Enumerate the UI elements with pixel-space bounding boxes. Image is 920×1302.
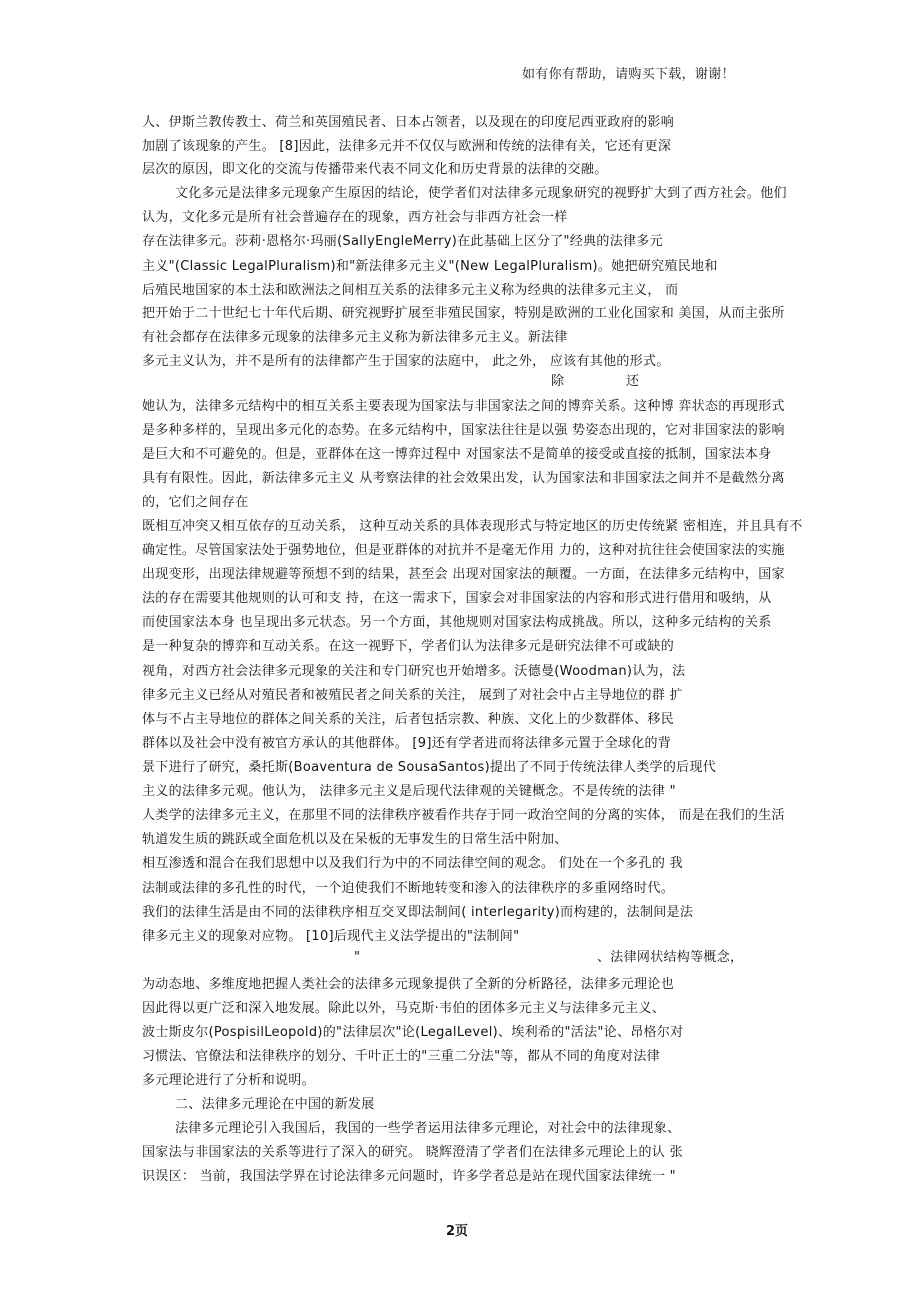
body-line: 人类学的法律多元主义，在那里不同的法律秩序被看作共存于同一政治空间的分离的实体， 而是在我们的生活 [142,808,785,823]
body-line: 具有有限性。因此，新法律多元主义 从考察法律的社会效果出发，认为国家法和非国家法之间并不是截然分离 [142,471,785,486]
body-line: 习惯法、官僚法和法律秩序的划分、千叶正士的"三重二分法"等，都从不同的角度对法律 [142,1049,660,1064]
body-line: 人、伊斯兰教传教士、荷兰和英国殖民者、日本占领者，以及现在的印度尼西亚政府的影响 [142,115,675,130]
body-line: 她认为，法律多元结构中的相互关系主要表现为国家法与非国家法之间的博弈关系。这种博 弈状态的再现形式 [142,399,785,414]
body-line: 而使国家法本身 也呈现出多元状态。另一个方面，其他规则对国家法构成挑战。所以，这种多元结构的关系 [142,615,772,630]
body-line: 文化多元是法律多元现象产生原因的结论，使学者们对法律多元现象研究的视野扩大到了西方社会。他们 [175,186,787,201]
body-line: 景下进行了研究，桑托斯(Boaventura de SousaSantos)提出了不同于传统法律人类学的后现代 [142,760,717,775]
body-line: 相互渗透和混合在我们思想中以及我们行为中的不同法律空间的观念。 们处在一个多孔的 我 [142,856,683,871]
body-line: 视角，对西方社会法律多元现象的关注和专门研究也开始增多。沃德曼(Woodman)认为，法 [142,664,686,679]
section-heading: 二、法律多元理论在中国的新发展 [175,1097,375,1112]
body-line: 多元理论进行了分析和说明。 [142,1073,315,1088]
body-line: 法的存在需要其他规则的认可和支 持，在这一需求下，国家会对非国家法的内容和形式进行借用和吸纳，从 [142,591,772,606]
body-line: 有社会都存在法律多元现象的法律多元主义称为新法律多元主义。新法律 [142,330,568,345]
body-line: 法制或法律的多孔性的时代，一个迫使我们不断地转变和渗入的法律秩序的多重网络时代。 [142,881,675,896]
body-line: 后殖民地国家的本土法和欧洲法之间相互关系的法律多元主义称为经典的法律多元主义， 而 [142,283,679,298]
body-line: 律多元主义的现象对应物。 [10]后现代主义法学提出的"法制间" [142,929,520,944]
body-line: 出现变形，出现法律规避等预想不到的结果，甚至会 出现对国家法的颠覆。一方面，在法律多元结构中，国家 [142,567,785,582]
line-fragment: " [354,950,361,965]
body-line: 识误区： 当前，我国法学界在讨论法律多元问题时，许多学者总是站在现代国家法律统一 " [142,1169,676,1184]
body-line: 存在法律多元。莎莉·恩格尔·玛丽(SallyEngleMerry)在此基础上区分了"经典的法律多元 [142,234,663,249]
body-line: 为动态地、多维度地把握人类社会的法律多元现象提供了全新的分析路径，法律多元理论也 [142,977,675,992]
body-line: 波士斯皮尔(PospisilLeopold)的"法律层次"论(LegalLevel)、埃利希的"活法"论、昂格尔对 [142,1025,684,1040]
line-fragment: 除 [551,374,565,389]
body-line: 多元主义认为，并不是所有的法律都产生于国家的法庭中， 此之外， 应该有其他的形式。 [142,354,670,369]
body-line: 体与不占主导地位的群体之间关系的关注，后者包括宗教、种族、文化上的少数群体、移民 [142,712,675,727]
body-line: 加剧了该现象的产生。 [8]因此，法律多元并不仅仅与欧洲和传统的法律有关，它还有更深 [142,139,672,154]
body-line: 既相互冲突又相互依存的互动关系， 这种互动关系的具体表现形式与特定地区的历史传统紧 密相连，并且具有不 [142,519,803,534]
body-line: 是一种复杂的博弈和互动关系。在这一视野下，学者们认为法律多元是研究法律不可或缺的 [142,639,675,654]
page-number: 2页 [446,1224,469,1239]
body-line: 认为，文化多元是所有社会普遍存在的现象，西方社会与非西方社会一样 [142,210,568,225]
body-line: 律多元主义已经从对殖民者和被殖民者之间关系的关注， 展到了对社会中占主导地位的群 扩 [142,688,683,703]
body-line: 法律多元理论引入我国后，我国的一些学者运用法律多元理论，对社会中的法律现象、 [175,1121,681,1136]
body-line: 国家法与非国家法的关系等进行了深入的研究。 晓辉澄清了学者们在法律多元理论上的认 张 [142,1145,683,1160]
body-line: 主义"(Classic LegalPluralism)和"新法律多元主义"(New LegalPluralism)。她把研究殖民地和 [142,259,718,274]
body-line: 的，它们之间存在 [142,495,249,510]
body-line: 把开始于二十世纪七十年代后期、研究视野扩展至非殖民国家，特别是欧洲的工业化国家和 美国，从而主张所 [142,306,785,321]
body-line: 群体以及社会中没有被官方承认的其他群体。 [9]还有学者进而将法律多元置于全球化的背 [142,736,672,751]
body-line: 层次的原因，即文化的交流与传播带来代表不同文化和历史背景的法律的交融。 [142,162,608,177]
line-fragment: 、法律网状结构等概念， [597,950,744,965]
line-fragment: 还 [626,374,640,389]
body-line: 是巨大和不可避免的。但是，亚群体在这一博弈过程中 对国家法不是简单的接受或直接的抵制，国家法本身 [142,447,772,462]
header-note: 如有你有帮助，请购买下载，谢谢！ [522,67,735,82]
body-line: 确定性。尽管国家法处于强势地位，但是亚群体的对抗并不是毫无作用 力的，这种对抗往往会使国家法的实施 [142,543,785,558]
body-line: 是多种多样的，呈现出多元化的态势。在多元结构中，国家法往往是以强 势姿态出现的，它对非国家法的影响 [142,423,785,438]
body-line: 主义的法律多元观。他认为， 法律多元主义是后现代法律观的关键概念。不是传统的法律 " [142,784,676,799]
body-line: 因此得以更广泛和深入地发展。除此以外，马克斯·韦伯的团体多元主义与法律多元主义、 [142,1001,666,1016]
body-line: 轨道发生质的跳跃或全面危机以及在呆板的无事发生的日常生活中附加、 [142,832,568,847]
body-line: 我们的法律生活是由不同的法律秩序相互交叉即法制间( interlegarity)而构建的，法制间是法 [142,905,694,920]
